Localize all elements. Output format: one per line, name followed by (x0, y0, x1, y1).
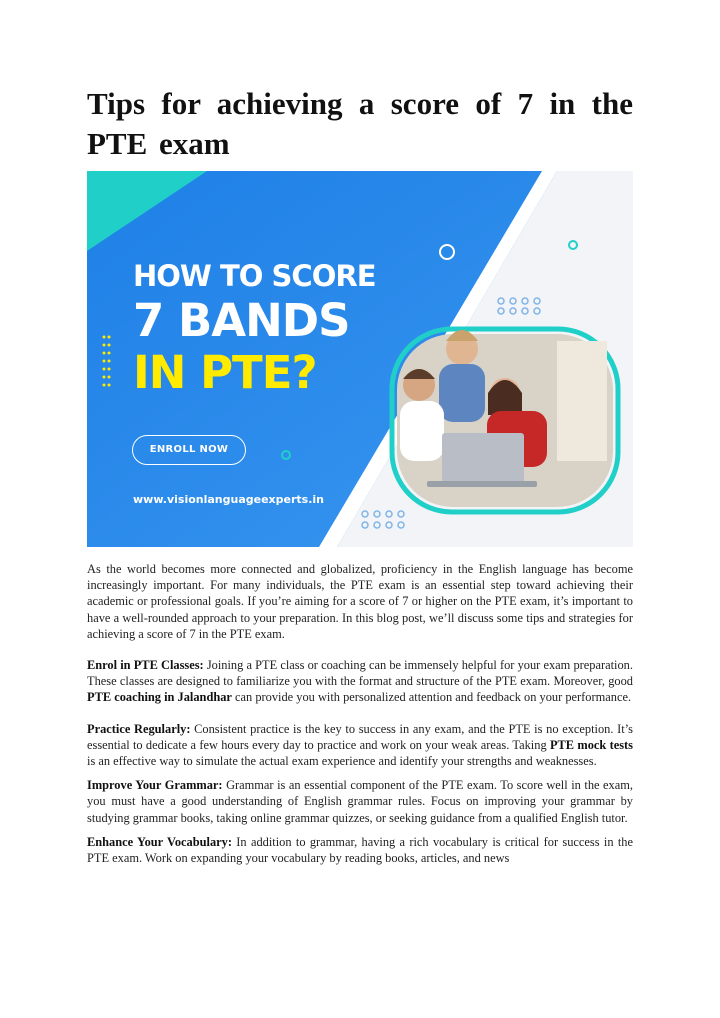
practice-heading: Practice Regularly: (87, 721, 191, 736)
vocabulary-paragraph (87, 834, 633, 866)
pte-coaching-link[interactable]: PTE coaching in Jalandhar (87, 690, 232, 705)
enrol-paragraph (87, 657, 633, 706)
practice-text-2: is an effective way to simulate the actual exam experience and identify your strengths and weaknesses. (87, 754, 597, 769)
enrol-heading: Enrol in PTE Classes: (87, 658, 204, 673)
grammar-heading: Improve Your Grammar: (87, 778, 223, 793)
article-body (87, 561, 633, 866)
grammar-paragraph (87, 777, 633, 826)
enrol-text-1: Joining a PTE class or coaching can be immensely helpful for your exam preparation. These classes are designed to familiarize you with the format and structure of the PTE exam. Moreover, good (87, 658, 633, 689)
intro-paragraph: As the world becomes more connected and globalized, proficiency in the English language has become increasingly important. For many individuals, the PTE exam is an essential step toward achieving their academic or professional goals. If you’re aiming for a score of 7 or higher on the PTE exam, it’s important to have a well-rounded approach to your preparation. In this blog post, we’ll discuss some tips and strategies for achieving a score of 7 in the PTE exam. (87, 562, 633, 641)
pte-mock-tests-link[interactable]: PTE mock tests (549, 737, 633, 752)
practice-paragraph (87, 721, 633, 770)
enroll-now-button[interactable]: ENROLL NOW (132, 435, 246, 465)
banner-headline (133, 257, 376, 399)
banner-headline-line1: HOW TO SCORE (133, 259, 376, 293)
enrol-text-2: can provide you with personalized attention and feedback on your performance. (231, 690, 632, 705)
vocabulary-text: In addition to grammar, having a rich vocabulary is critical for success in the PTE exam. Work on expanding your vocabulary by reading books, articles, and news (87, 834, 633, 866)
practice-text-1: Consistent practice is the key to success in any exam, and the PTE is no exception. It’s essential to dedicate a few hours every day to practice and work on your weak areas. Taking (87, 721, 633, 752)
banner-image (87, 171, 633, 547)
banner-headline-line2: 7 BANDS (133, 294, 350, 347)
grammar-text: Grammar is an essential component of the PTE exam. To score well in the exam, you must have a good understanding of English grammar rules. Focus on improving your grammar by studying grammar books, taking online grammar quizzes, or seeking guidance from a qualified English tutor. (87, 778, 633, 825)
banner-website: www.visionlanguageexperts.in (133, 493, 324, 506)
document-page (87, 84, 633, 881)
banner-headline-line3: IN PTE? (133, 346, 317, 399)
vocabulary-heading: Enhance Your Vocabulary: (87, 834, 232, 849)
page-title: Tips for achieving a score of 7 in the PTE exam (87, 86, 633, 161)
